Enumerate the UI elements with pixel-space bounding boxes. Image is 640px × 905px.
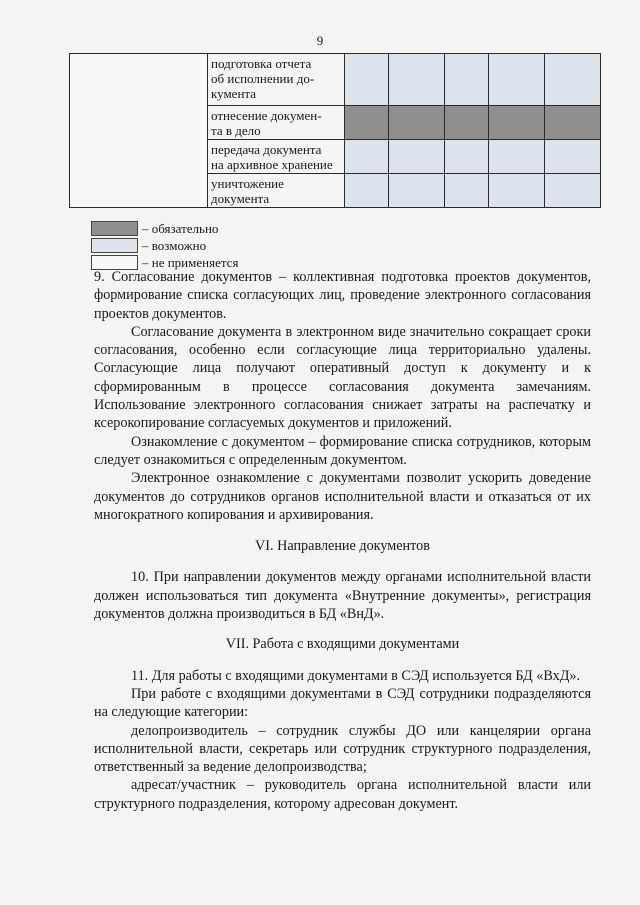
legend-item — [91, 237, 238, 254]
section-heading-vi: VI. Направление документов — [255, 538, 430, 555]
paragraph: Согласование документа в электронном виде значительно сокращает сроки согласования, особенно если согласующие лица территориально удалены. Согласующие лица получают оперативный доступ к документу и к сформированным в процессе согласования документа замечаниям. Использование электронного согласования снижает затраты на распечатку и ксерокопирование согласуемых документов и приложений. — [94, 323, 591, 432]
paragraph: адресат/участник – руководитель органа исполнительной власти или структурного подразделения, которому адресован документ. — [94, 777, 591, 812]
level-cell — [489, 106, 545, 140]
level-cell — [545, 54, 601, 106]
level-cell — [489, 140, 545, 174]
level-cell — [345, 106, 389, 140]
level-cell — [445, 54, 489, 106]
stage-label: подготовка отчета об исполнении до- кумента — [208, 54, 345, 106]
level-cell — [445, 140, 489, 174]
stage-label: отнесение докумен- та в дело — [208, 106, 345, 140]
level-cell — [545, 140, 601, 174]
legend-label: – возможно — [142, 237, 207, 253]
legend — [91, 220, 238, 271]
level-cell — [389, 106, 445, 140]
level-cell — [389, 174, 445, 208]
legend-item — [91, 220, 238, 237]
level-cell — [345, 54, 389, 106]
stage-label: передача документа на архивное хранение — [208, 140, 345, 174]
section-heading-vii: VII. Работа с входящими документами — [225, 636, 460, 653]
table-row — [70, 54, 601, 106]
level-cell — [545, 106, 601, 140]
level-cell — [345, 140, 389, 174]
paragraph: Электронное ознакомление с документами позволит ускорить доведение документов до сотрудников органов исполнительной власти и отказаться от их многократного копирования и архивирования. — [94, 470, 591, 523]
level-cell — [389, 54, 445, 106]
stage-label: уничтожение документа — [208, 174, 345, 208]
paragraph: Ознакомление с документом – формирование списка сотрудников, которым следует ознакомиться с определенным документом. — [94, 433, 591, 468]
lifecycle-matrix — [69, 53, 601, 208]
level-cell — [545, 174, 601, 208]
paragraph-10: 10. При направлении документов между органами исполнительной власти должен использоваться тип документа «Внутренние документы», регистрация документов должна производиться в БД «ВнД». — [94, 569, 591, 623]
legend-swatch-required — [91, 221, 138, 236]
paragraph-9: 9. Согласование документов – коллективная подготовка проектов документов, формирование списка согласующих лиц, проведение электронного согласования проектов документов. — [94, 269, 591, 322]
page-number: 9 — [316, 33, 324, 48]
body-text — [94, 268, 591, 813]
legend-label: – не применяется — [142, 254, 239, 270]
legend-label: – обязательно — [142, 220, 219, 236]
paragraph: делопроизводитель – сотрудник службы ДО или канцелярии органа исполнительной власти, секретарь или сотрудник структурного подразделения, ответственный за ведение делопроизводства; — [94, 722, 591, 776]
paragraph-11: 11. Для работы с входящими документами в СЭД используется БД «ВхД». — [131, 667, 581, 684]
legend-swatch-possible — [91, 238, 138, 253]
level-cell — [389, 140, 445, 174]
stage-group-cell — [70, 54, 208, 208]
level-cell — [345, 174, 389, 208]
paragraph: При работе с входящими документами в СЭД сотрудники подразделяются на следующие категории: — [94, 685, 591, 721]
level-cell — [445, 174, 489, 208]
level-cell — [489, 174, 545, 208]
level-cell — [489, 54, 545, 106]
level-cell — [445, 106, 489, 140]
